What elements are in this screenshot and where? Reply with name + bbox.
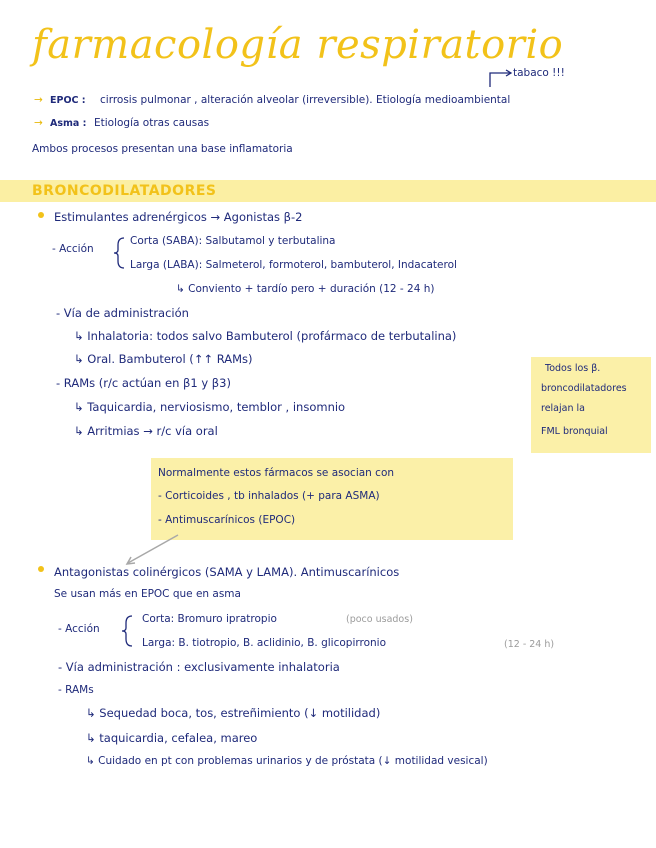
cholinergic-via: - Vía administración : exclusivamente inhalatoria xyxy=(58,660,340,674)
adrenergic-corta: Corta (SABA): Salbutamol y terbutalina xyxy=(130,235,336,247)
tabaco-note: tabaco !!! xyxy=(513,67,565,79)
tabaco-arrow-icon xyxy=(484,68,514,88)
accion-label: - Acción xyxy=(58,623,100,635)
bullet-dot xyxy=(38,566,44,572)
side-note-line: broncodilatadores xyxy=(541,383,627,394)
rams-item: ↳ Arritmias → r/c vía oral xyxy=(74,424,218,438)
cholinergic-corta: Corta: Bromuro ipratropio xyxy=(142,613,277,625)
both-processes-text: Ambos procesos presentan una base inflamatoria xyxy=(32,143,293,155)
epoc-text: cirrosis pulmonar , alteración alveolar (irreversible). Etiología medioambiental xyxy=(100,94,511,106)
rams-label: - RAMs (r/c actúan en β1 y β3) xyxy=(56,376,231,390)
cholinergic-corta-note: (poco usados) xyxy=(346,614,413,625)
side-note-line: relajan la xyxy=(541,403,585,414)
cholinergic-heading: Antagonistas colinérgicos (SAMA y LAMA). Antimuscarínicos xyxy=(54,565,400,579)
via-label: - Vía de administración xyxy=(56,306,189,320)
side-note-line: Todos los β. xyxy=(545,363,601,374)
adrenergic-heading: Estimulantes adrenérgicos → Agonistas β-2 xyxy=(54,210,303,224)
rams-item: ↳ taquicardia, cefalea, mareo xyxy=(86,731,258,745)
mid-note-line: - Corticoides , tb inhalados (+ para ASMA) xyxy=(158,490,380,502)
via-inhalatoria: ↳ Inhalatoria: todos salvo Bambuterol (profármaco de terbutalina) xyxy=(74,329,457,343)
bracket-icon xyxy=(112,236,128,270)
rams-label: - RAMs xyxy=(58,684,94,696)
cholinergic-larga: Larga: B. tiotropio, B. aclidinio, B. glicopirronio xyxy=(142,637,387,649)
adrenergic-larga: Larga (LABA): Salmeterol, formoterol, bambuterol, Indacaterol xyxy=(130,259,457,271)
rams-item: ↳ Taquicardia, nerviosismo, temblor , insomnio xyxy=(74,400,346,414)
bullet-dot xyxy=(38,212,44,218)
cholinergic-larga-note: (12 - 24 h) xyxy=(504,639,555,650)
section-title: BRONCODILATADORES xyxy=(32,183,217,199)
arrow-icon: → xyxy=(34,117,43,129)
cholinergic-sub: Se usan más en EPOC que en asma xyxy=(54,588,241,600)
mid-note-line: - Antimuscarínicos (EPOC) xyxy=(158,514,296,526)
rams-item: ↳ Sequedad boca, tos, estreñimiento (↓ motilidad) xyxy=(86,706,381,720)
via-oral: ↳ Oral. Bambuterol (↑↑ RAMs) xyxy=(74,352,253,366)
accion-label: - Acción xyxy=(52,243,94,255)
adrenergic-larga-note: ↳ Conviento + tardío pero + duración (12 - 24 h) xyxy=(176,283,435,295)
rams-item: ↳ Cuidado en pt con problemas urinarios y de próstata (↓ motilidad vesical) xyxy=(86,755,488,767)
asma-label: Asma : xyxy=(50,118,87,129)
asma-text: Etiología otras causas xyxy=(94,117,210,129)
side-note-line: FML bronquial xyxy=(541,426,608,437)
mid-note-line: Normalmente estos fármacos se asocian con xyxy=(158,467,395,479)
arrow-icon: → xyxy=(34,94,43,106)
epoc-label: EPOC : xyxy=(50,95,86,106)
page-title: farmacología respiratorio xyxy=(32,22,564,68)
connector-arrow-icon xyxy=(122,532,182,568)
bracket-icon xyxy=(120,614,136,648)
